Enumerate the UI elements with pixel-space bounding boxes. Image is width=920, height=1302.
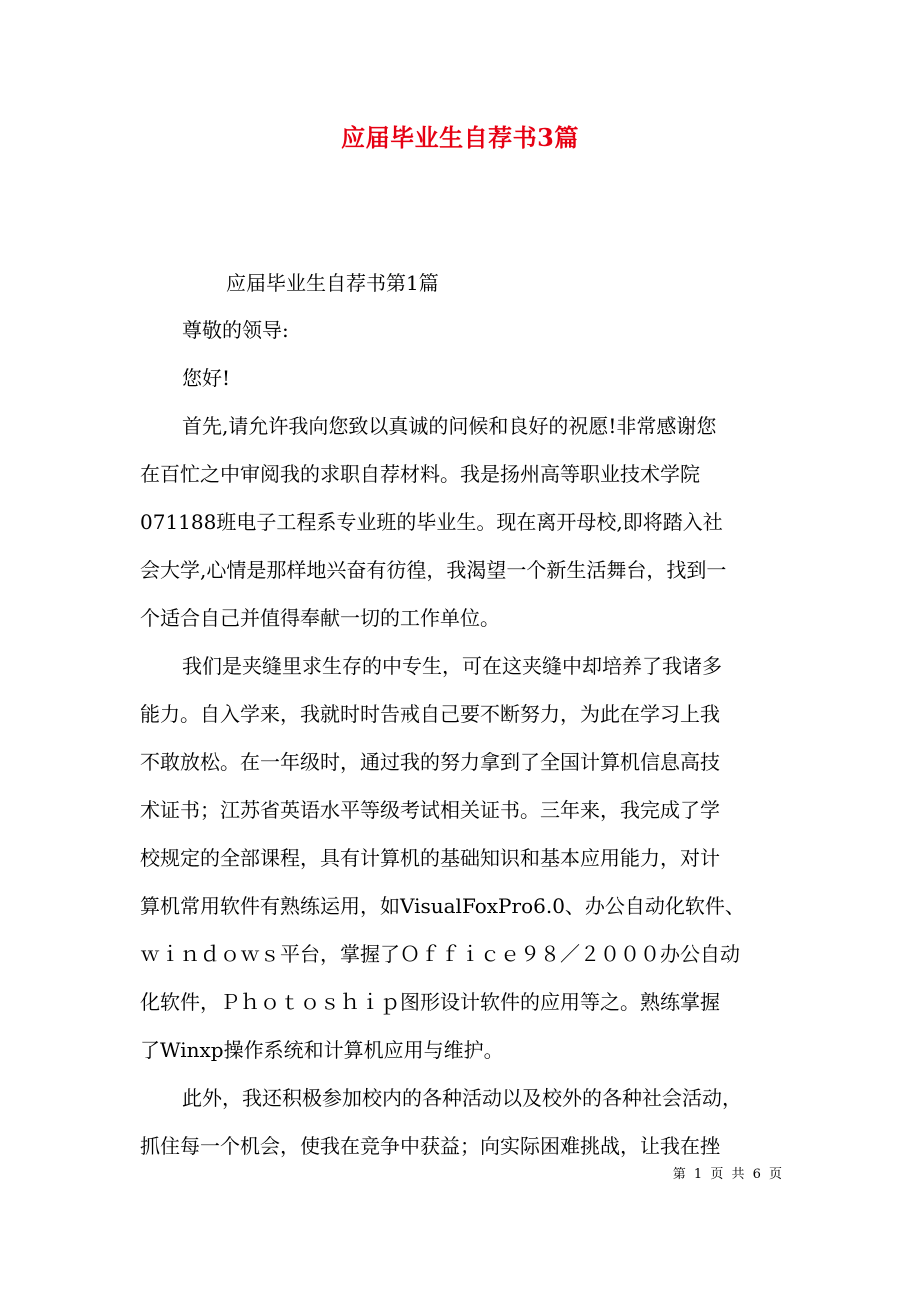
document-title: 应届毕业生自荐书3篇	[341, 123, 579, 152]
paragraph-2-line-3: 不敢放松。在一年级时，通过我的努力拿到了全国计算机信息高技	[140, 750, 720, 774]
greeting: 您好!	[182, 366, 231, 390]
paragraph-2-line-4: 术证书；江苏省英语水平等级考试相关证书。三年来，我完成了学	[140, 798, 720, 822]
page-number-footer: 第 1 页 共 6 页	[672, 1167, 782, 1182]
paragraph-1-line-3: 071188班电子工程系专业班的毕业生。现在离开母校,即将踏入社	[140, 510, 723, 534]
paragraph-2-line-7: ｗｉｎｄｏｗｓ平台，掌握了Ｏｆｆｉｃｅ９８／２０００办公自动	[140, 942, 740, 966]
paragraph-2-line-2: 能力。自入学来，我就时时告戒自己要不断努力，为此在学习上我	[140, 702, 720, 726]
paragraph-1-line-2: 在百忙之中审阅我的求职自荐材料。我是扬州高等职业技术学院	[140, 462, 700, 486]
paragraph-2-line-8: 化软件，Ｐｈｏｔｏｓｈｉｐ图形设计软件的应用等之。熟练掌握	[140, 990, 720, 1014]
paragraph-1-line-1: 首先,请允许我向您致以真诚的问候和良好的祝愿!非常感谢您	[182, 414, 717, 438]
paragraph-1-line-5: 个适合自己并值得奉献一切的工作单位。	[140, 606, 500, 630]
section-title: 应届毕业生自荐书第1篇	[226, 271, 439, 295]
paragraph-2-line-5: 校规定的全部课程，具有计算机的基础知识和基本应用能力，对计	[140, 846, 720, 870]
paragraph-2-line-6: 算机常用软件有熟练运用，如VisualFoxPro6.0、办公自动化软件、	[140, 894, 745, 918]
paragraph-2-line-9: 了Winxp操作系统和计算机应用与维护。	[140, 1038, 504, 1062]
paragraph-3-line-2: 抓住每一个机会，使我在竞争中获益；向实际困难挑战，让我在挫	[140, 1134, 720, 1158]
paragraph-1-line-4: 会大学,心情是那样地兴奋有彷徨，我渴望一个新生活舞台，找到一	[140, 558, 727, 582]
salutation: 尊敬的领导:	[182, 318, 289, 342]
paragraph-2-line-1: 我们是夹缝里求生存的中专生，可在这夹缝中却培养了我诸多	[182, 654, 722, 678]
paragraph-3-line-1: 此外，我还积极参加校内的各种活动以及校外的各种社会活动，	[182, 1086, 742, 1110]
